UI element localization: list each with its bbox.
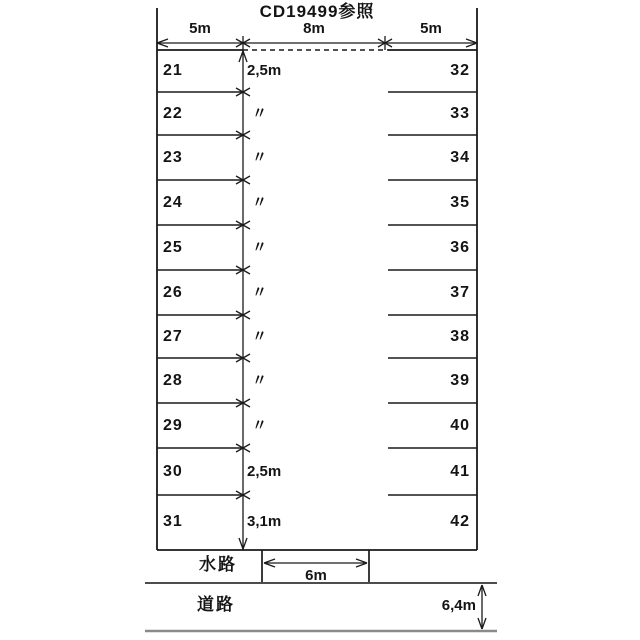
stall-depth-label: 2,5m: [247, 62, 282, 79]
dimension-label-left-5m: 5m: [189, 20, 211, 37]
stall-number: 29: [163, 416, 183, 434]
entrance-width-label: 6m: [305, 567, 327, 584]
stall-depth-ditto: 〃: [252, 327, 268, 345]
stall-number: 21: [163, 62, 183, 79]
stall-number: 23: [163, 148, 183, 166]
stall-depth-ditto: 〃: [252, 416, 268, 434]
stall-depth-ditto: 〃: [252, 238, 268, 256]
stall-number: 42: [450, 513, 470, 530]
stall-number: 37: [450, 283, 470, 301]
stall-number: 41: [450, 462, 470, 480]
stall-number: 22: [163, 104, 183, 122]
stall-depth-ditto: 〃: [252, 148, 268, 166]
dimension-label-right-5m: 5m: [420, 20, 442, 37]
stall-number: 27: [163, 327, 183, 345]
stall-number: 26: [163, 283, 183, 301]
stall-number: 31: [163, 513, 183, 530]
drawing-title: CD19499参照: [259, 2, 375, 21]
stall-number: 25: [163, 238, 183, 256]
stall-number: 35: [450, 193, 470, 211]
stall-number: 33: [450, 104, 470, 122]
stall-depth-label: 2,5m: [247, 462, 282, 480]
dimension-label-middle-8m: 8m: [303, 20, 325, 37]
waterway-label: 水路: [199, 555, 237, 574]
stall-number: 39: [450, 371, 470, 389]
stall-number: 34: [450, 148, 470, 166]
stall-number: 28: [163, 371, 183, 389]
stall-number: 38: [450, 327, 470, 345]
stall-number: 40: [450, 416, 470, 434]
stall-number: 32: [450, 62, 470, 79]
road-width-label: 6,4m: [441, 597, 476, 614]
stall-depth-ditto: 〃: [252, 371, 268, 389]
stall-depth-ditto: 〃: [252, 283, 268, 301]
stall-depth-label: 3,1m: [247, 513, 282, 530]
road-label: 道路: [197, 595, 235, 614]
stall-number: 36: [450, 238, 470, 256]
stall-number: 30: [163, 462, 183, 480]
stall-depth-ditto: 〃: [252, 193, 268, 211]
stall-number: 24: [163, 193, 183, 211]
stall-depth-ditto: 〃: [252, 104, 268, 122]
